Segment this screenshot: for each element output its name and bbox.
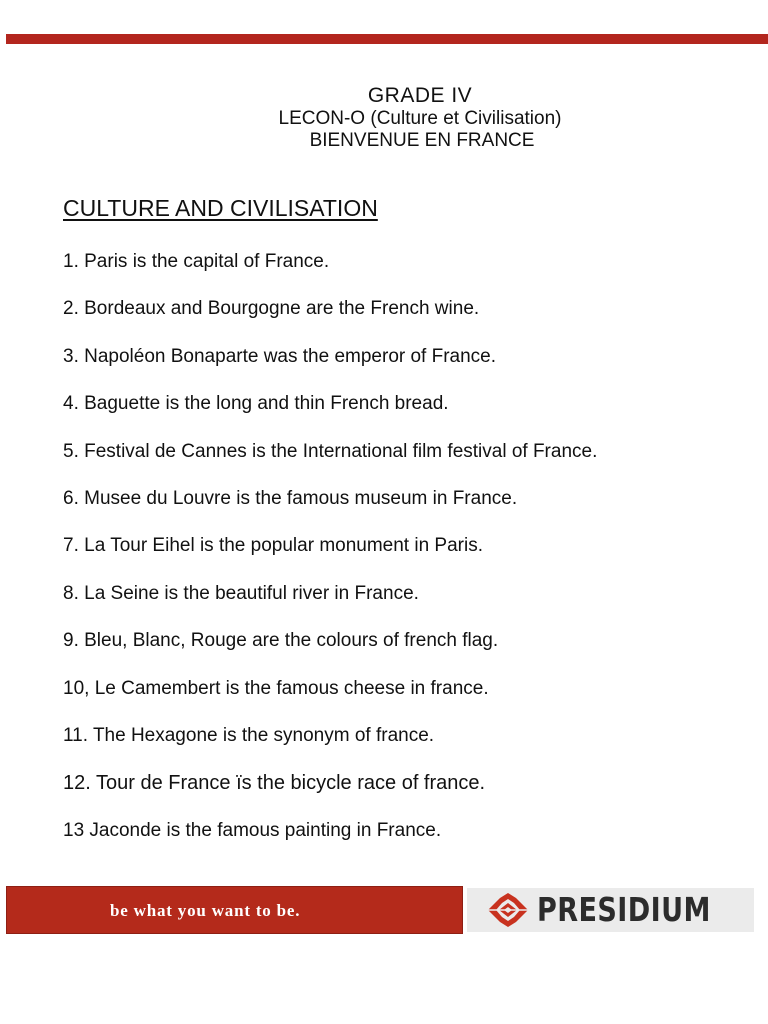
list-item: 1. Paris is the capital of France. [63,251,330,272]
lesson-heading: LECON-O (Culture et Civilisation) [278,108,562,129]
slogan-text: be what you want to be. [110,901,301,920]
list-item: 9. Bleu, Blanc, Rouge are the colours of french flag. [63,630,499,652]
top-divider [6,34,768,44]
list-item: 13 Jaconde is the famous painting in France. [63,819,442,841]
list-item: 8. La Seine is the beautiful river in France. [63,582,419,604]
slogan-panel [6,886,463,934]
grade-heading: GRADE IV [367,84,473,107]
presidium-logo-icon [487,892,529,928]
fact-list [63,247,763,863]
welcome-heading: BIENVENUE EN FRANCE [309,130,535,151]
footer-banner [6,886,754,934]
section-title: CULTURE AND CIVILISATION [63,195,378,221]
list-item: 12. Tour de France ïs the bicycle race of france. [63,772,486,795]
list-item: 4. Baguette is the long and thin French bread. [63,393,449,415]
document-header [260,84,580,152]
list-item: 11. The Hexagone is the synonym of france. [63,724,435,746]
list-item: 2. Bordeaux and Bourgogne are the French wine. [63,298,480,320]
list-item: 5. Festival de Cannes is the International film festival of France. [63,440,598,462]
list-item: 3. Napoléon Bonaparte was the emperor of France. [63,345,497,367]
list-item: 7. La Tour Eihel is the popular monument in Paris. [63,535,483,557]
brand-logo [467,888,754,932]
list-item: 6. Musee du Louvre is the famous museum in France. [63,487,518,509]
brand-name: PRESIDIUM [537,890,711,929]
list-item: 10, Le Camembert is the famous cheese in france. [63,677,489,699]
